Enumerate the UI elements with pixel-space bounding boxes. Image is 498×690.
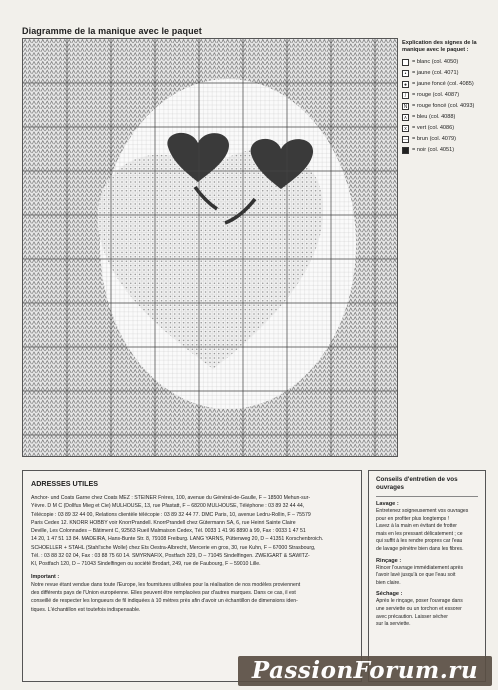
important-line: des différents pays de l'Union européenne. Elles peuvent être remplacées par d'autres marques. Dans ce cas, il est: [31, 589, 296, 596]
important-body: [31, 581, 353, 614]
legend-label: = noir (col. 4051): [412, 147, 455, 153]
legend-item: [402, 90, 496, 101]
legend-swatch-icon: [402, 59, 409, 66]
important-line: tiques. L'échantillon est toutefois indispensable.: [31, 606, 141, 613]
legend-item: [402, 57, 496, 68]
legend-item: [402, 101, 496, 112]
legend-item: [402, 68, 496, 79]
address-line: Deville, Les Colonnades – Bâtiment C, 92563 Rueil Malmaison Cedex, Tél. 0033 1 41 96 8890 à 99, Fax : 0033 1 47 51: [31, 528, 306, 535]
legend-swatch-icon: x: [402, 125, 409, 132]
tip-text-line: l'avoir lavé jusqu'à ce que l'eau soit: [376, 572, 456, 579]
tip-heading: Rinçage :: [376, 557, 402, 564]
stitch-chart: [22, 38, 398, 457]
legend-swatch-icon: ●: [403, 82, 408, 88]
legend-swatch-icon: —: [403, 137, 408, 143]
important-title: Important :: [31, 573, 60, 580]
legend-swatch-icon: ■: [403, 148, 408, 154]
chart-title: Diagramme de la manique avec le paquet: [22, 26, 202, 36]
address-line: Yèvre. D M C (Dollfus Mieg et Cie) MULHOUSE, 13, rue Pfastatt, F – 68200 MULHOUSE, Téléphone : 03 89 32 44 44,: [31, 503, 305, 510]
address-line: 14 20, 1 47 51 13 84. MADEIRA, Hans-Bunte Str. 8, 79108 Freiburg. LANG YARNS, Püttenweg 20, D – 41351 Korschenbroich.: [31, 536, 324, 543]
address-line: SCHOELLER + STAHL (Stahl'sche Wolle) chez Ets Oestra-Albrecht, Mercerie en gros, 30, rue Kuhn, F – 67000 Strasbourg,: [31, 544, 316, 551]
tip-text-line: qui suffit à les rendre propres car l'eau: [376, 538, 463, 545]
care-tips-title: Conseils d'entretien de vos ouvrages: [376, 476, 478, 497]
care-tips-box: [368, 470, 486, 682]
legend-item: [402, 134, 496, 145]
legend-swatch-icon: N: [403, 104, 408, 110]
watermark: [238, 656, 492, 686]
legend-item: [402, 79, 496, 90]
tip-text-line: sur la serviette.: [376, 621, 411, 628]
tip-text-line: Entretenez soigneusement vos ouvrages: [376, 508, 469, 514]
legend-label: = vert (col. 4086): [412, 125, 455, 131]
legend-item: [402, 123, 496, 134]
legend-swatch-icon: •: [402, 70, 409, 77]
watermark-text: PassionForum.ru: [251, 657, 479, 684]
tip-text-line: Rincer l'ouvrage immédiatement après: [376, 564, 464, 571]
addresses-box: [22, 470, 362, 682]
address-line: Paris Cedex 12. KNORR HOBBY voir KnorrPrandell. KnorrPrandell chez Gütermann SA, 6, rue Heinri Sainte Claire: [31, 519, 296, 526]
tip-text-line: Lavez à la main en évitant de frotter: [376, 523, 457, 530]
legend-label: = jaune foncé (col. 4085): [412, 81, 474, 87]
tip-text-line: Après le rinçage, poser l'ouvrage dans: [376, 598, 463, 605]
tip-text-line: une serviette ou un torchon et essorer: [376, 605, 462, 612]
address-line: Télécopie : 03 89 32 44 00, Relations clientèle télécopie : 03 89 32 44 77. DMC Paris, 10, avenue Ledru-Rollin, F – 75579: [31, 511, 311, 518]
tip-heading: Lavage :: [376, 501, 399, 507]
important-line: Notre revue étant vendue dans toute l'Europe, les fournitures utilisées pour la réalisation de nos modèles proviennent: [31, 581, 301, 588]
legend-label: = jaune (col. 4071): [412, 70, 459, 76]
legend-label: = bleu (col. 4088): [412, 114, 456, 120]
stitch-grid: [23, 39, 397, 456]
tip-text-line: bien claire.: [376, 579, 401, 586]
tip-heading: Séchage :: [376, 591, 403, 598]
legend-label: = blanc (col. 4050): [412, 59, 459, 65]
tip-text-line: de lavage pénètre bien dans les fibres.: [376, 545, 464, 552]
legend-swatch-icon: /: [402, 92, 409, 99]
legend-item: [402, 145, 496, 156]
tip-text-line: avec précaution. Laisser sécher: [376, 613, 448, 620]
legend-item: [402, 112, 496, 123]
legend-label: = rouge foncé (col. 4093): [412, 103, 475, 109]
legend-label: = brun (col. 4079): [412, 136, 456, 142]
address-line: Anchor- und Coats Garne chez Coats MEZ : STEINER Frères, 100, avenue du Général-de-Gaulle, F – 18500 Mehun-sur-: [31, 495, 311, 501]
address-line: Tél. : 03 88 32 02 04, Fax : 03 88 75 60 14. SMYRNAFIX, Postfach 329, D – 71045 Sindelfingen. ZWEIGART & SAWITZ-: [31, 553, 310, 560]
legend: [402, 40, 496, 156]
legend-title: Explication des signes de la manique avec le paquet :: [402, 40, 477, 53]
tip-text-line: mais en les pressant délicatement ; ce: [376, 530, 463, 537]
tip-text-line: pour en profiter plus longtemps !: [376, 515, 450, 522]
legend-swatch-icon: ∧: [403, 115, 408, 121]
legend-label: = rouge (col. 4087): [412, 92, 460, 98]
address-line: KI, Postfach 120, D – 71043 Sindelfingen ou société Brodart, 249, rue de Faubourg, F – 59010 Lille.: [31, 561, 261, 568]
addresses-title: ADRESSES UTILES: [31, 479, 99, 488]
addresses-body: [31, 494, 353, 569]
important-line: conseillé de respecter les longueurs de fil indiquées à 10 mètres près afin d'avoir un échantillon de dimensions iden-: [31, 598, 298, 605]
